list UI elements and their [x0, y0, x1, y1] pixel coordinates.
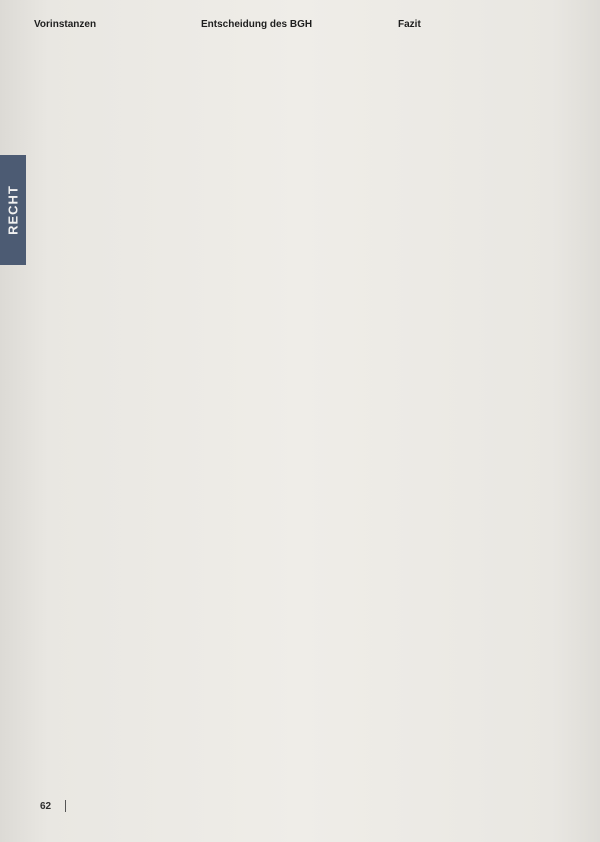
text-column-1: [34, 8, 186, 41]
text-column-2: [201, 8, 380, 41]
section-heading: Vorinstanzen: [34, 19, 97, 30]
section-heading: Fazit: [398, 19, 421, 30]
page-footer: [40, 800, 80, 812]
section-tab: [0, 155, 26, 265]
footer-divider: [65, 800, 66, 812]
section-heading: Entscheidung des BGH: [201, 19, 313, 30]
page-number: 62: [40, 800, 52, 812]
section-tab-label: RECHT: [5, 185, 21, 235]
text-column-3: [398, 8, 572, 41]
